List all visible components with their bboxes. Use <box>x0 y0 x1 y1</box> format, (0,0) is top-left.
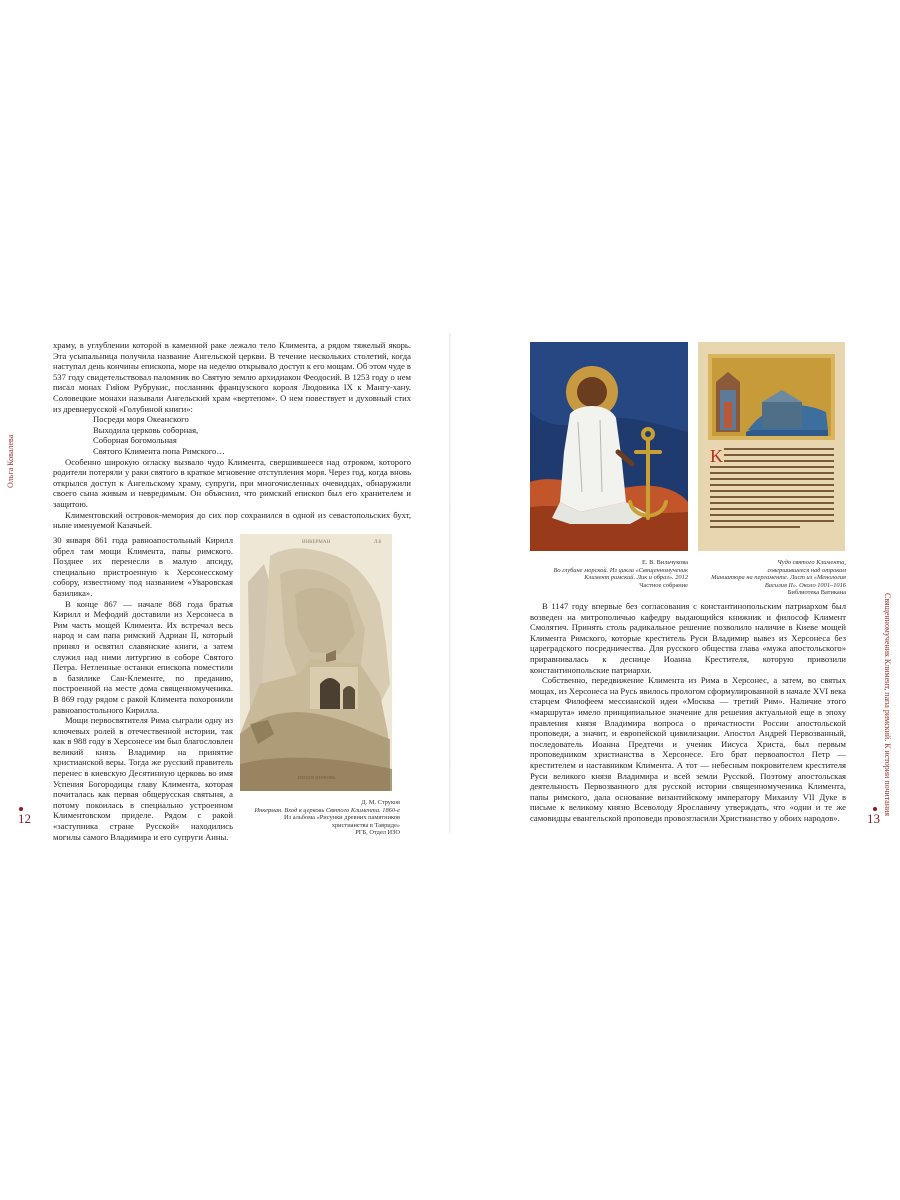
svg-text:K: K <box>710 446 723 466</box>
sheet-number: Л.8 <box>374 540 382 545</box>
left-caption-source-1: Из альбома «Рисунки древних памятников <box>284 814 400 822</box>
menologion-miniature-drawing <box>698 342 845 551</box>
left-page-number: 12 <box>18 811 31 826</box>
left-page-dot <box>19 807 23 811</box>
left-paragraph-3a: Климентовский островок-мемория до сих пор сохранился в одной из севастопольских бухт, ныне именуемой Казачьей. <box>53 509 411 531</box>
fig2-caption-title-4: Василия II». Около 1001–1016 <box>764 581 846 589</box>
left-paragraph-4: В конце 867 — начале 868 года братья Кирилл и Мефодий доставили из Херсонеса в Рим часть мощей Климента. Их встречал весь народ и сам папа римский Адриан II, который принял и освятил славянские книги, а затем служил над ними литургию в соборе Святого Петра. Нетленные останки епископа поместили в базилике Сан-Клементе, по преданию, построенной на месте дома священномученика. В 869 году рядом с ракой Климента похоронили равноапостольного Кирилла. <box>53 598 233 715</box>
menologion-miniature <box>698 342 845 551</box>
verse-line: Соборная богомольная <box>93 435 177 446</box>
book-spread <box>0 333 900 842</box>
left-running-head: Ольга Ковалева <box>6 434 15 488</box>
fig2-caption-source: Библиотека Ватикана <box>787 589 846 597</box>
fig2-caption-title-1: Чудо святого Климента, <box>777 559 846 566</box>
left-paragraph-2: Особенно широкую огласку вызвало чудо Климента, свершившееся над отроком, которого родители потеряли у раки святого в краткое мгновение отступления моря. Через год, когда вновь открылся доступ к Ангельскому храму, супруги, при многочисленных очевидцах, обнаружили своего сына живым и невредимым. Он объяснил, что римский епископ был его хранителем и защитою. <box>53 456 411 509</box>
right-text <box>530 601 846 823</box>
right-paragraph-1: В 1147 году впервые без согласования с константинопольским патриархом был возведен на митрополичью кафедру выдающийся книжник и философ Климент Смолятич. Принять столь радикальное решение позволило наличие в Киеве мощей Климента Римского, которые креститель Руси Владимир вывез из Херсонеса без цареградского посредничества. Для русского общества глава «мужа апостольского» приравнивалась к деснице Иоанна Крестителя, которую привозили константинопольские патриархи. <box>530 601 846 675</box>
left-caption-title: Инкерман. Вход в церковь Святого Климента. 1860-е <box>254 806 400 814</box>
fig1-caption-title-1: Во глубине морской. Из цикла «Священномученик <box>553 566 688 574</box>
verse-quote <box>53 414 411 456</box>
saint-clement-painting-drawing <box>530 342 688 551</box>
left-text-column <box>53 535 233 842</box>
left-caption-source-3: РГБ, Отдел ИЗО <box>355 829 400 837</box>
fig1-caption-title-2: Климент римский. Лик и образ». 2012 <box>584 574 688 582</box>
verse-line: Посреди моря Океанского <box>93 414 189 425</box>
right-page-number: 13 <box>867 811 880 826</box>
fig2-caption-title-3: Миниатюра на пергаменте. Лист из «Менология <box>711 574 846 582</box>
verse-line: Святого Климента попа Римского… <box>93 445 225 456</box>
book-gutter <box>449 333 451 833</box>
right-page-dot <box>873 807 877 811</box>
sheet-label: ИНКЕРМАН <box>302 540 331 545</box>
inkerman-watercolor <box>240 534 392 791</box>
left-paragraph-3b: 30 января 861 года равноапостольный Кирилл обрел там мощи Климента, папы римского. Позднее их перенесли в малую апсиду, специально пристроенную к Херсонесскому собору, известному под названием «Уваровская базилика». <box>53 535 233 598</box>
fig1-caption-author: Е. В. Вильчукова <box>641 559 688 566</box>
right-paragraph-2: Собственно, передвижение Климента из Рима в Херсонес, а затем, во святых мощах, из Херсонеса на Русь явилось прологом сформулированной в начале XVI века старцем Филофеем мессианской идеи «Москва — третий Рим». Наличие этого «маршрута» имело принципиальное значение для решения актуальной еще в эпоху правления князя Владимира вопроса о причастности России апостольской проповеди, а значит, и европейской цивилизации. Апостол Андрей Первозванный, последователь Иоанна Предтечи и ученик Иисуса Христа, был первым проповедником христианства в Херсонесе. Его брат первоапостол Петр — крестителем и наставником Климента. А тот — небесным покровителем крестителя Руси великого князя Владимира и всей земли Русской. Поэтому апостольская деятельность Первозванного для русской истории священномученика Климента, папы римского, дала основание византийскому императору Михаилу VII Дуке в письме к великому князю Всеволоду Ярославичу утверждать, что «одни и те же самовидцы евангельской проповеди провозгласили Христианство у обоих народов». <box>530 675 846 823</box>
left-caption-source-2: христианства в Тавриде» <box>331 821 400 829</box>
right-figure1-caption <box>520 559 688 589</box>
inkerman-watercolor-drawing <box>240 534 392 791</box>
left-paragraph-5: Мощи первосвятителя Рима сыграли одну из ключевых ролей в отечественной истории, так как в 988 году в Херсонесе им был благословлен великий князь Владимир на принятие христианской веры. Тогда же русский правитель перенес в киевскую Десятинную церковь во имя Успения Богородицы главу Климента, которая почиталась как первая общерусская святыня, а потому покоилась в специально устроенном Климентовском приделе. Рядом с ракой «заступника стране Русской» находились могилы самого Владимира и его супруги Анны. <box>53 715 233 842</box>
right-running-head: Священномученик Климент, папа римский. К истории почитания <box>883 593 892 817</box>
saint-clement-painting <box>530 342 688 551</box>
verse-line: Выходила церковь соборная, <box>93 424 199 435</box>
fig1-caption-source: Частное собрание <box>639 581 688 589</box>
left-text-top <box>53 340 411 531</box>
right-figure2-caption <box>676 559 846 597</box>
left-caption-author: Д. М. Струков <box>361 799 400 806</box>
watercolor-inscription: ВХОД В ЦЕРКОВЬ <box>298 775 336 780</box>
fig2-caption-title-2: совершившееся над отроком <box>767 566 846 574</box>
left-paragraph-1: храму, в углублении которой в каменной раке лежало тело Климента, а рядом тяжелый якорь. Эта усыпальница получила название Ангельской церкви. В течение нескольких столетий, когда наступал день кончины епископа, море на неделю открывало доступ к его мощам. Об этом чуде в 537 году свидетельствовал паломник во Святую землю архидиакон Феодосий. В 1253 году о нем писал монах Гийом Рубрукис, посланник французского короля Людовика IX к Мангу-хану. Соловецкие монахи называли Ангельский храм «вертепом». О нем повествует и духовный стих из древнерусской «Голубиной книги»: <box>53 340 411 414</box>
left-figure-caption <box>244 799 400 837</box>
